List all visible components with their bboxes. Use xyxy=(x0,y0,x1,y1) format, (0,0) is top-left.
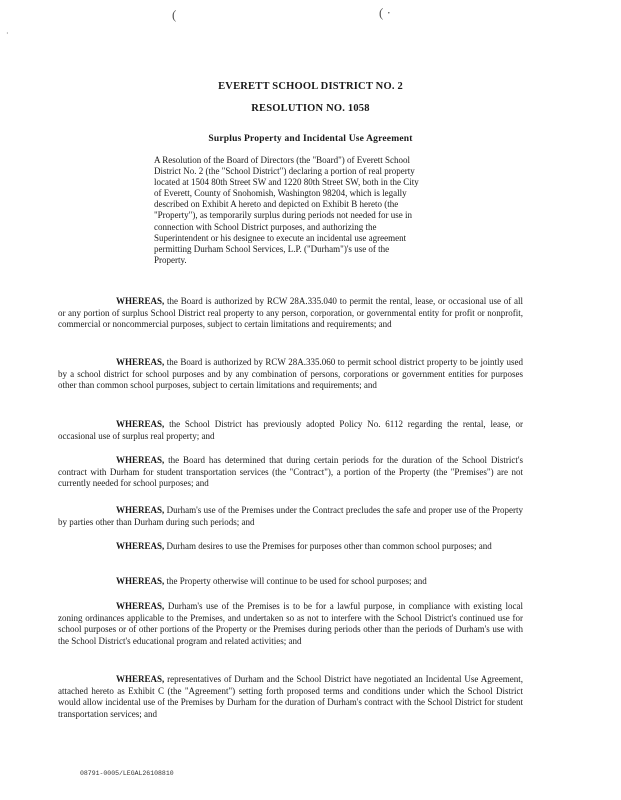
resolution-subject: Surplus Property and Incidental Use Agreement xyxy=(208,134,413,144)
clause-text: Durham's use of the Premises under the Contract precludes the safe and proper use of the Property by parties other than Durham during such periods; and xyxy=(58,505,523,527)
scan-mark: ( xyxy=(172,7,177,22)
whereas-label: WHEREAS, xyxy=(116,674,165,684)
clause-text: the School District has previously adopted Policy No. 6112 regarding the rental, lease, or occasional use of surplus real property; and xyxy=(58,419,523,441)
clause-text: the Board is authorized by RCW 28A.335.040 to permit the rental, lease, or occasional use of all or any portion of surplus School District real property to any person, corporation, or governmental entity for profit or nonprofit, commercial or noncommercial purposes, subject to certain limitations and requirements; and xyxy=(58,296,523,330)
scan-mark: · xyxy=(6,29,9,38)
whereas-label: WHEREAS, xyxy=(116,419,165,429)
whereas-clause xyxy=(58,576,523,588)
whereas-clause xyxy=(58,601,523,647)
document-footer-id: 08791-0005/LEGAL26108810 xyxy=(80,770,174,777)
whereas-label: WHEREAS, xyxy=(116,601,165,611)
resolution-summary: A Resolution of the Board of Directors (the "Board") of Everett School District No. 2 (the "School District") declaring a portion of real property located at 1504 80th Street SW and 1220 80th Street SW, both in the City of Everett, County of Snohomish, Washington 98204, which is legally described on Exhibit A hereto and depicted on Exhibit B hereto (the "Property"), as temporarily surplus during periods not needed for use in connection with School District purposes, and authorizing the Superintendent or his designee to execute an incidental use agreement permitting Durham School Services, L.P. ("Durham")'s use of the Property. xyxy=(154,155,419,265)
whereas-clause xyxy=(58,296,523,331)
whereas-label: WHEREAS, xyxy=(116,296,165,306)
whereas-label: WHEREAS, xyxy=(116,576,165,586)
whereas-clause xyxy=(58,674,523,720)
whereas-clause xyxy=(58,505,523,528)
clause-text: the Board is authorized by RCW 28A.335.060 to permit school district property to be jointly used by a school district for school purposes and by any combination of persons, corporations or government entities for purposes other than common school purposes, subject to certain limitations and requirements; and xyxy=(58,357,523,391)
whereas-label: WHEREAS, xyxy=(116,541,165,551)
whereas-label: WHEREAS, xyxy=(116,455,165,465)
whereas-label: WHEREAS, xyxy=(116,505,165,515)
clause-text: the Property otherwise will continue to be used for school purposes; and xyxy=(164,576,427,586)
whereas-clause xyxy=(58,541,523,553)
resolution-number: RESOLUTION NO. 1058 xyxy=(251,103,370,114)
whereas-clause xyxy=(58,419,523,442)
clause-text: Durham desires to use the Premises for purposes other than common school purposes; and xyxy=(164,541,492,551)
clause-text: the Board has determined that during certain periods for the duration of the School District's contract with Durham for student transportation services (the "Contract"), a portion of the Property (the "Premises") are not currently needed for school purposes; and xyxy=(58,455,523,489)
clause-text: Durham's use of the Premises is to be for a lawful purpose, in compliance with existing local zoning ordinances applicable to the Premises, and undertaken so as not to interfere with the School District's continued use for school purposes or of other portions of the Property or the Premises during periods other than the periods of Durham's use with the School District's educational program and related activities; and xyxy=(58,601,523,646)
scan-mark: ( · xyxy=(379,5,391,20)
whereas-clause xyxy=(58,455,523,490)
whereas-clause xyxy=(58,357,523,392)
whereas-label: WHEREAS, xyxy=(116,357,165,367)
district-title: EVERETT SCHOOL DISTRICT NO. 2 xyxy=(218,81,403,92)
clause-text: representatives of Durham and the School District have negotiated an Incidental Use Agreement, attached hereto as Exhibit C (the "Agreement") setting forth proposed terms and conditions under which the School District would allow incidental use of the Premises by Durham for the duration of Durham's contract with the School District for student transportation services; and xyxy=(58,674,523,719)
